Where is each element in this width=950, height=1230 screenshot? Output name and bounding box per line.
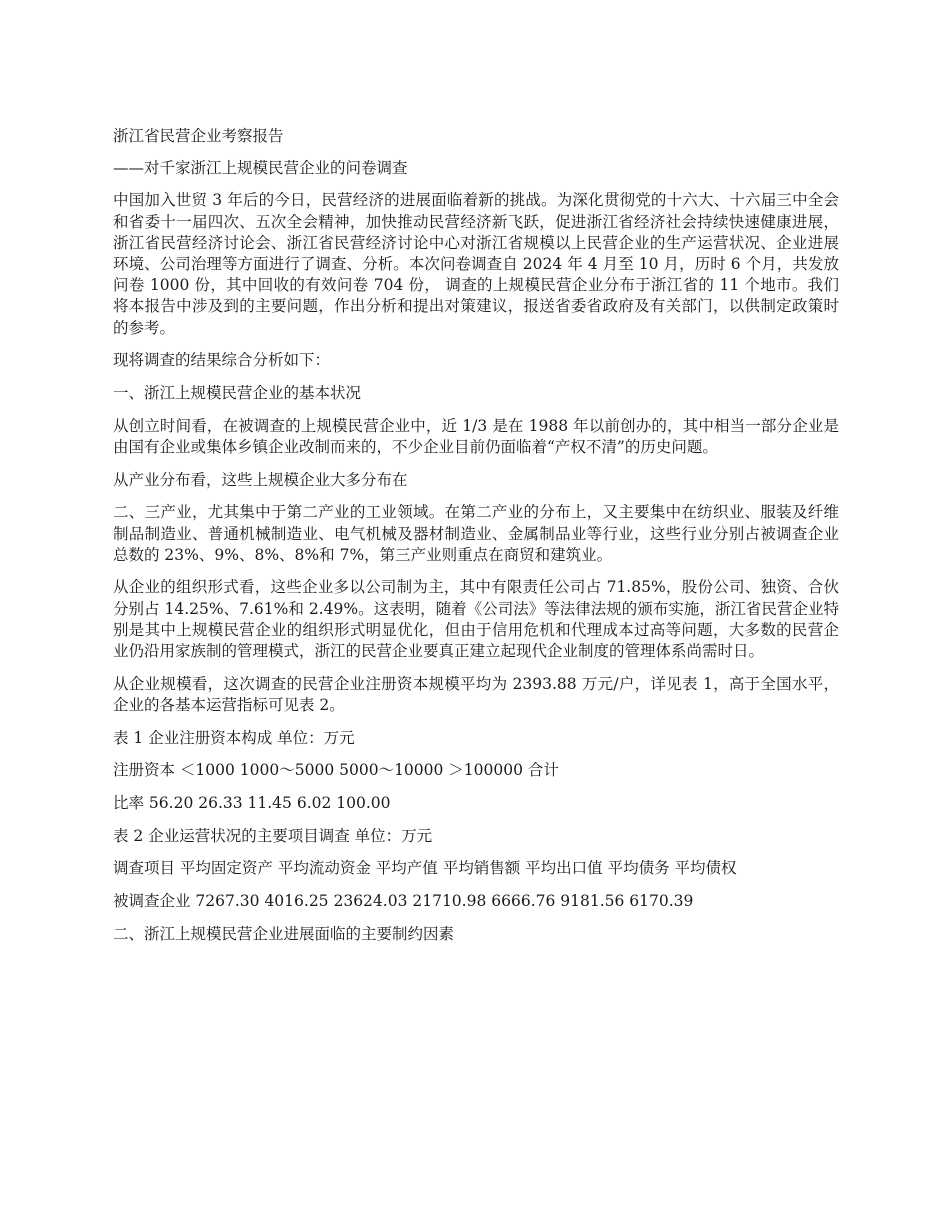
section-heading-1: 一、浙江上规模民营企业的基本状况 xyxy=(113,384,362,403)
intro-paragraph: 中国加入世贸 3 年后的今日，民营经济的进展面临着新的挑战。为深化贯彻党的十六大、十六届三中全会和省委十一届四次、五次全会精神，加快推动民营经济新飞跃，促进浙江省经济社会持续快速健康进展，浙江省民营经济讨论会、浙江省民营经济讨论中心对浙江省规模以上民营企业的生产运营状况、企业进展环境、公司治理等方面进行了调查、分析。本次问卷调查自 2024 年 4 月至 10 月，历时 6 个月，共发放问卷 1000 份，其中回收的有效问卷 704 份， 调查的上规模民营企业分布于浙江省的 11 个地市。我们将本报告中涉及到的主要问题，作出分析和提出对策建议，报送省委省政府及有关部门，以供制定政策时的参考。 xyxy=(113,191,839,337)
table-1-data-row: 比率 56.20 26.33 11.45 6.02 100.00 xyxy=(113,794,391,813)
organization-form-paragraph: 从企业的组织形式看，这些企业多以公司制为主，其中有限责任公司占 71.85%，股份公司、独资、合伙分别占 14.25%、7.61%和 2.49%。这表明，随着《公司法》等法律法规的颁布实施，浙江省民营企业特别是其中上规模民营企业的组织形式明显优化，但由于信用危机和代理成本过高等问题，大多数的民营企业仍沿用家族制的管理模式，浙江的民营企业要真正建立起现代企业制度的管理体系尚需时日。 xyxy=(113,578,839,661)
document-page xyxy=(113,126,839,957)
founding-time-paragraph: 从创立时间看，在被调查的上规模民营企业中，近 1/3 是在 1988 年以前创办的，其中相当一部分企业是由国有企业或集体乡镇企业改制而来的，不少企业目前仍面临着“产权不清”的历史问题。 xyxy=(113,416,839,456)
industry-distribution-lead: 从产业分布看，这些上规模企业大多分布在 xyxy=(113,470,408,489)
analysis-lead: 现将调查的结果综合分析如下： xyxy=(113,351,331,370)
enterprise-scale-paragraph: 从企业规模看，这次调查的民营企业注册资本规模平均为 2393.88 万元/户，详见表 1，高于全国水平，企业的各基本运营指标可见表 2。 xyxy=(113,674,839,714)
document-subtitle: ——对千家浙江上规模民营企业的问卷调查 xyxy=(113,159,408,178)
table-2-data-row: 被调查企业 7267.30 4016.25 23624.03 21710.98 6666.76 9181.56 6170.39 xyxy=(113,892,694,911)
table-1-header-row: 注册资本 ＜1000 1000～5000 5000～10000 ＞100000 合计 xyxy=(113,761,559,780)
table-1-caption: 表 1 企业注册资本构成 单位：万元 xyxy=(113,728,355,747)
document-title: 浙江省民营企业考察报告 xyxy=(113,127,284,145)
table-2-caption: 表 2 企业运营状况的主要项目调查 单位：万元 xyxy=(113,826,433,845)
section-heading-2: 二、浙江上规模民营企业进展面临的主要制约因素 xyxy=(113,924,455,943)
industry-distribution-paragraph: 二、三产业，尤其集中于第二产业的工业领域。在第二产业的分布上，又主要集中在纺织业、服装及纤维制品制造业、普通机械制造业、电气机械及器材制造业、金属制品业等行业，这些行业分别占被调查企业总数的 23%、9%、8%、8%和 7%，第三产业则重点在商贸和建筑业。 xyxy=(113,503,839,564)
table-2-header-row: 调查项目 平均固定资产 平均流动资金 平均产值 平均销售额 平均出口值 平均债务 平均债权 xyxy=(113,859,737,878)
